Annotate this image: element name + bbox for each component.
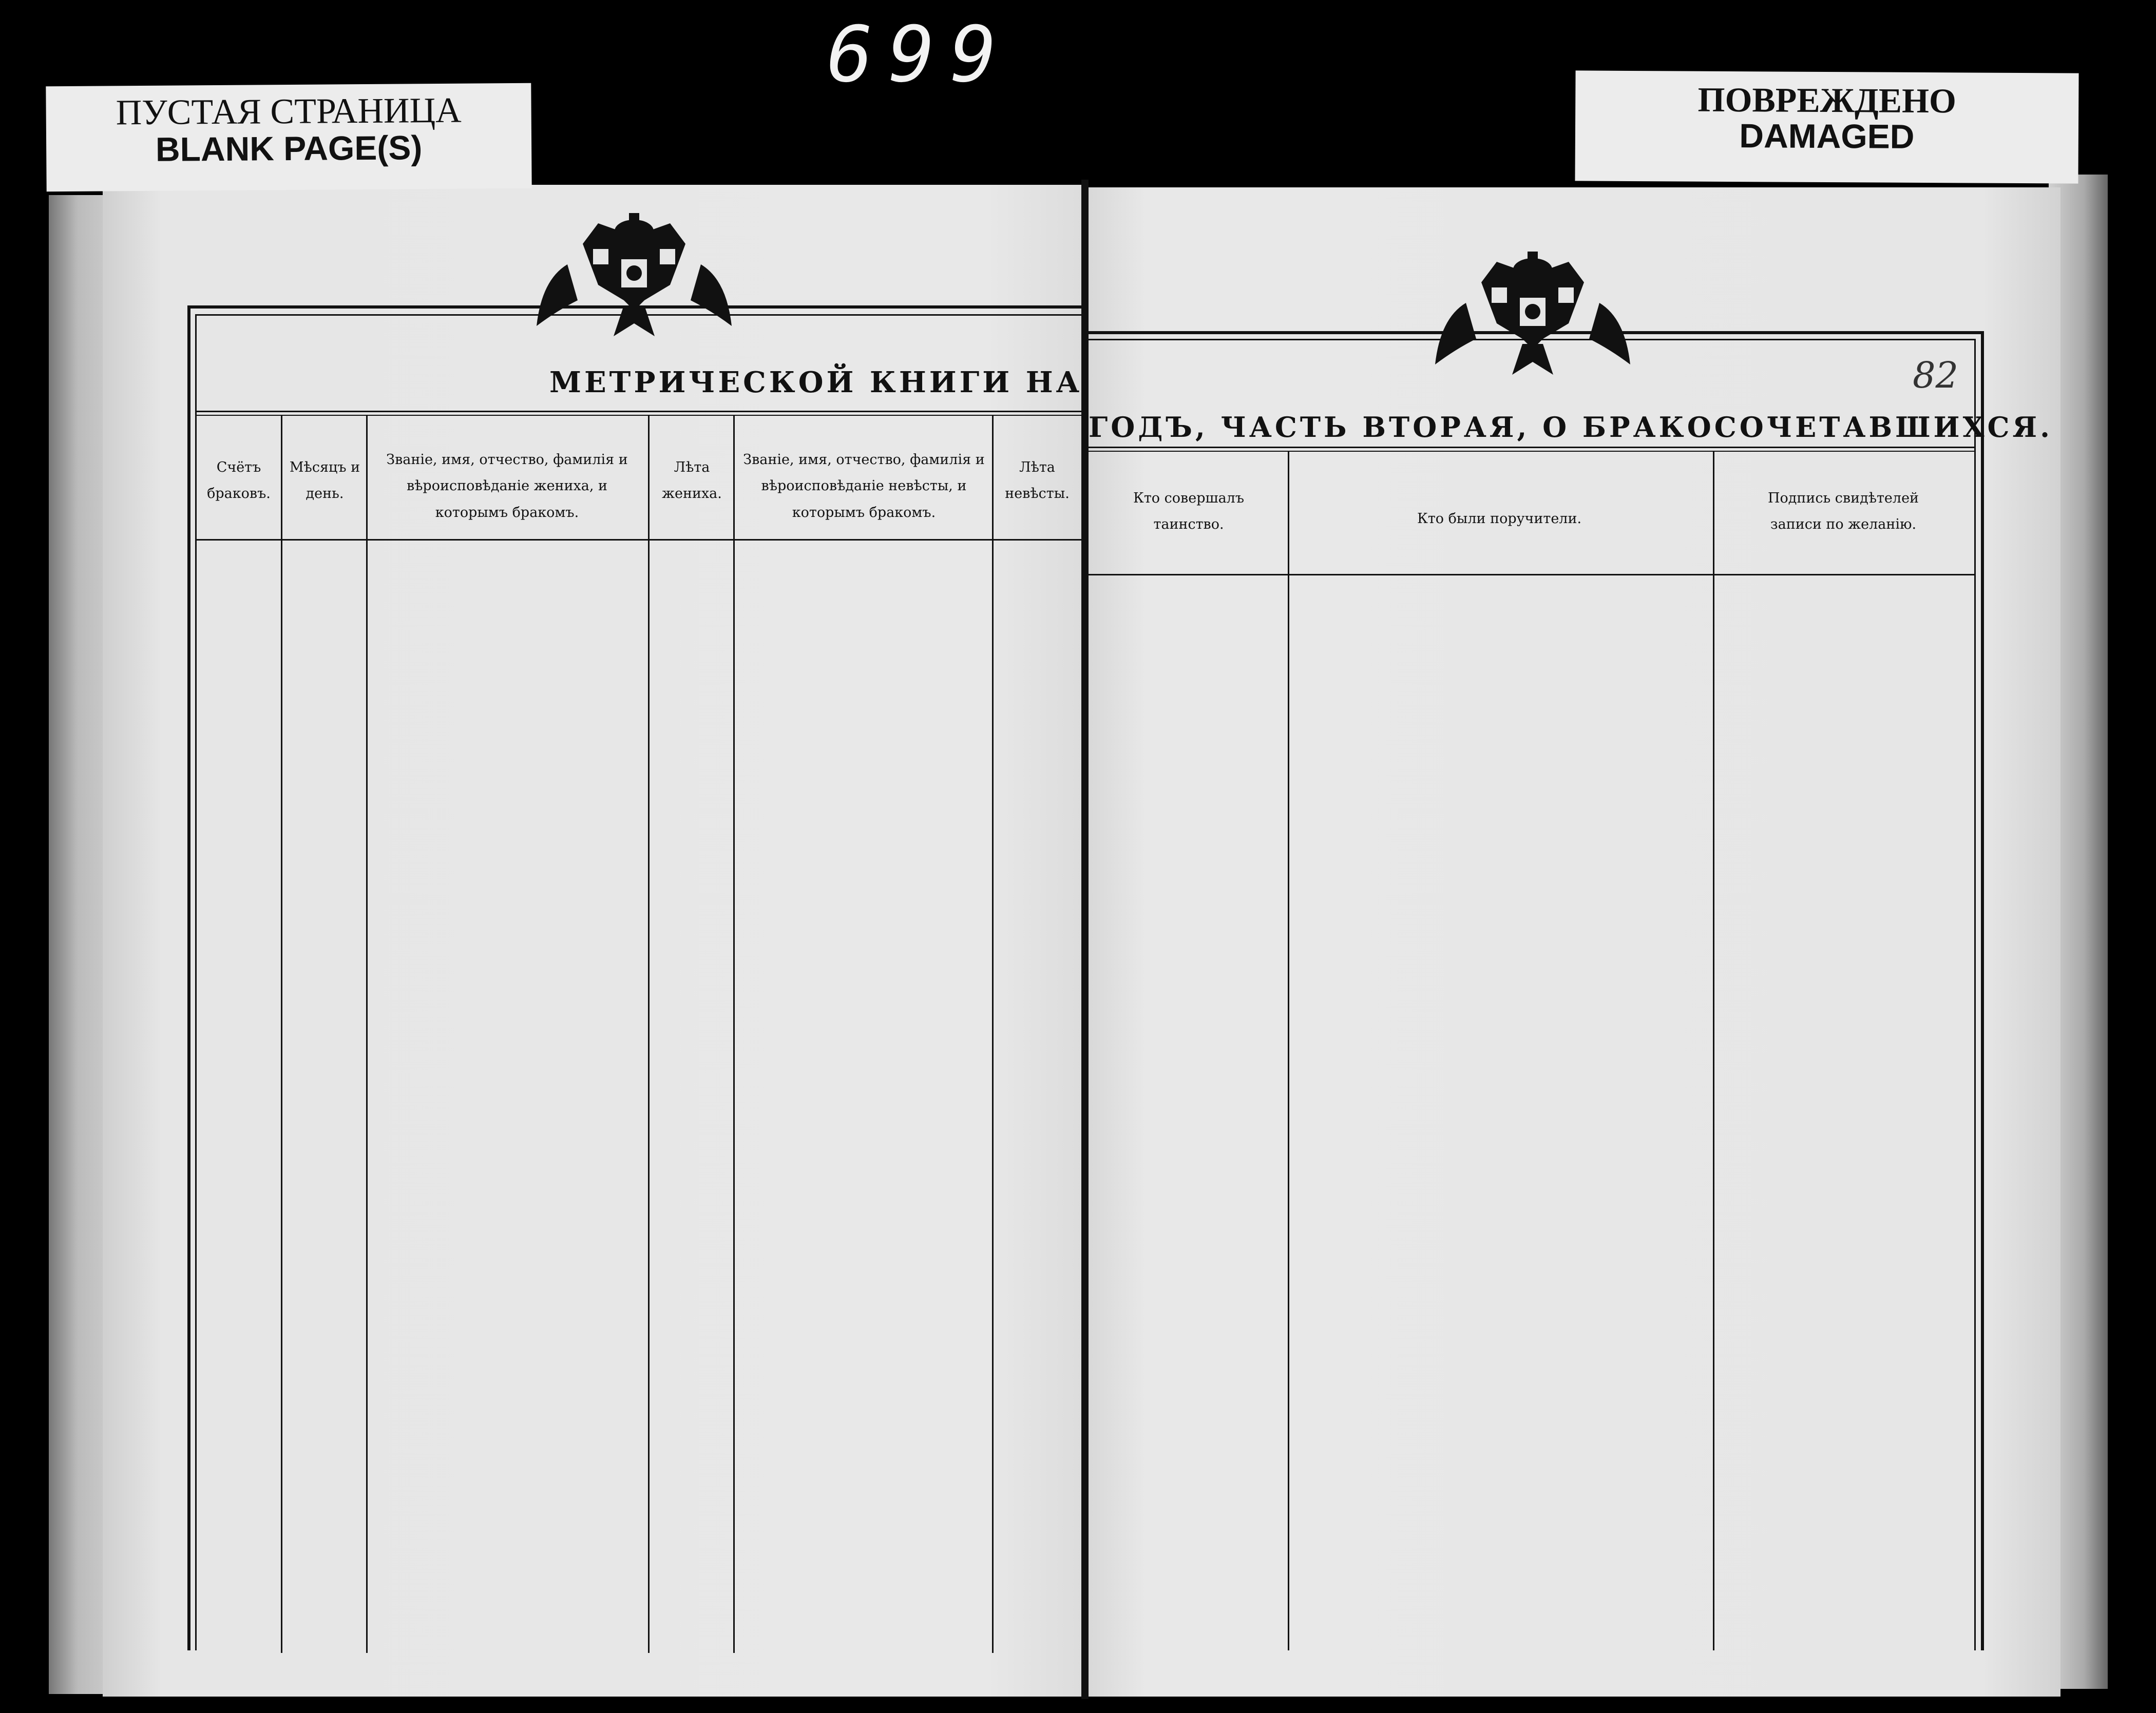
left-frame-outer-side [187,305,190,1650]
blank-page-tag-ru: ПУСТАЯ СТРАНИЦА [116,90,462,133]
double-headed-eagle-emblem-right [1435,246,1630,380]
left-col-header-4: Лѣта жениха. [662,459,722,502]
left-col-header-2: Мѣсяцъ и день. [289,459,360,502]
right-col-sep-1 [1288,452,1289,1650]
left-title-underline-2 [195,415,1083,416]
left-col-header-1: Счётъ браковъ. [207,459,271,502]
left-col-header-5: Званіе, имя, отчество, фамилія и вѣроисповѣданіе невѣсты, и которымъ бракомъ. [743,452,985,521]
right-col-sep-2 [1713,452,1714,1650]
damaged-tag-en: DAMAGED [1739,117,1915,156]
left-col-sep-2 [366,416,368,1653]
right-col-header-3: Подпись свидѣтелей записи по желанію. [1767,490,1919,533]
left-col-sep-5 [992,416,994,1653]
left-col-sep-3 [648,416,650,1653]
left-frame-inner-side [195,314,197,1650]
right-col-header-2: Кто были поручители. [1417,511,1582,527]
double-headed-eagle-emblem-left [537,208,732,341]
left-page-title: МЕТРИЧЕСКОЙ КНИГИ НА [549,365,1083,399]
left-col-sep-4 [733,416,735,1653]
damaged-tag-ru: ПОВРЕЖДЕНО [1697,80,1957,121]
right-col-header-1: Кто совершалъ таинство. [1133,490,1245,533]
left-col-header-6: Лѣта невѣсты. [1005,459,1070,502]
page-number: 82 [1913,354,1959,396]
right-header-bottom-line [1087,574,1976,575]
blank-page-tag-en: BLANK PAGE(S) [155,128,423,168]
damaged-tag [1575,70,2078,183]
frame-number: 699 [827,10,1012,100]
right-title-underline [1087,447,1976,448]
left-header-bottom-line [195,539,1083,541]
book-gutter [1081,180,1089,1699]
right-title-underline-2 [1087,451,1976,452]
right-frame-outer-side [1981,331,1984,1650]
blank-page-tag [46,83,531,192]
left-title-underline [195,411,1083,412]
right-frame-inner-side [1974,339,1976,1650]
left-col-header-3: Званіе, имя, отчество, фамилія и вѣроисповѣданіе жениха, и которымъ бракомъ. [386,452,628,521]
right-page-title: ГОДЪ, ЧАСТЬ ВТОРАЯ, О БРАКОСОЧЕТАВШИХСЯ. [1089,411,2053,444]
left-col-sep-1 [281,416,282,1653]
